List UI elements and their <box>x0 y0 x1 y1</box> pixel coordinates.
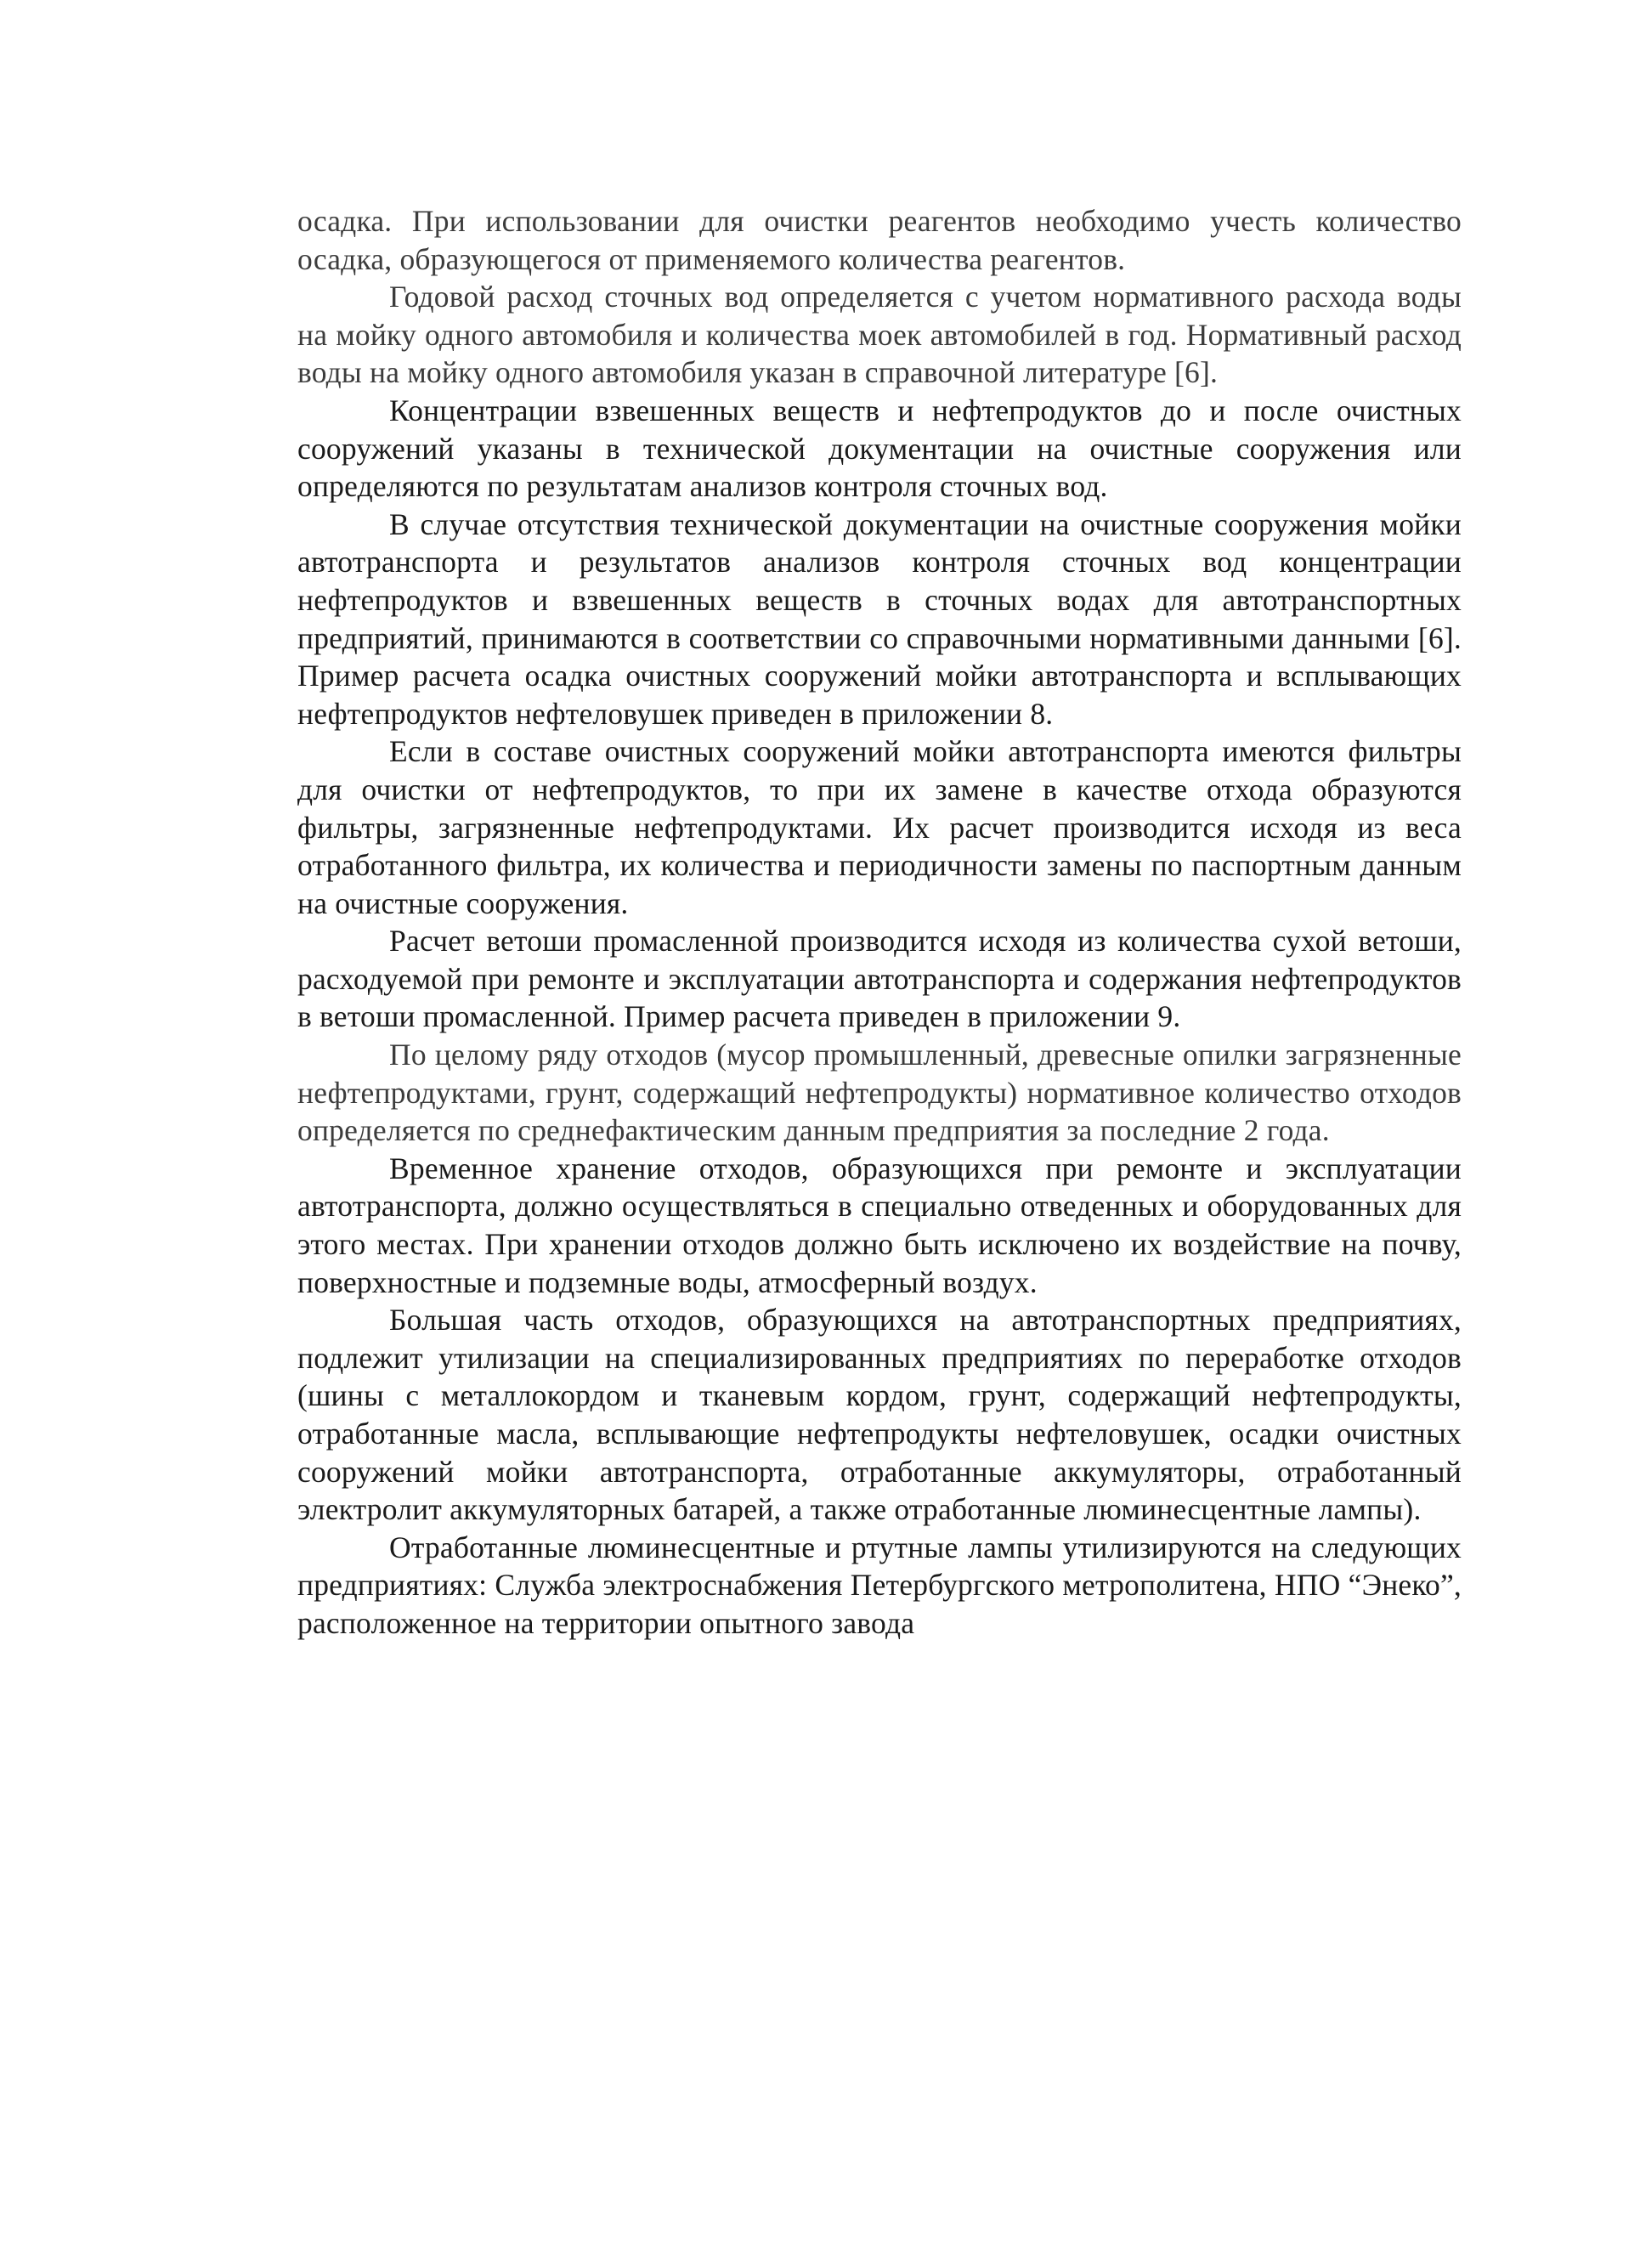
document-body <box>297 202 1462 1643</box>
paragraph-oily-rags: Расчет ветоши промасленной производится исходя из количества сухой ветоши, расходуемой при ремонте и эксплуатации автотранспорта и содержания нефтепродуктов в ветоши промасленной. Пример расчета приведен в приложении 9. <box>297 924 1462 1034</box>
paragraph-no-documentation: В случае отсутствия технической документации на очистные сооружения мойки автотранспорта и результатов анализов контроля сточных вод концентрации нефтепродуктов и взвешенных веществ в сточных водах для автотранспортных предприятий, принимаются в соответствии со справочными нормативными данными [6]. Пример расчета осадка очистных сооружений мойки автотранспорта и всплывающих нефтепродуктов нефтеловушек приведен в приложении 8. <box>297 506 1462 731</box>
paragraph-sludge-reagents: осадка. При использовании для очистки реагентов необходимо учесть количество осадка, образующегося от применяемого количества реагентов. <box>297 204 1462 276</box>
paragraph-annual-wastewater: Годовой расход сточных вод определяется с учетом нормативного расхода воды на мойку одного автомобиля и количества моек автомобилей в год. Нормативный расход воды на мойку одного автомобиля указан в справочной литературе [6]. <box>297 280 1462 390</box>
paragraph-filters: Если в составе очистных сооружений мойки автотранспорта имеются фильтры для очистки от нефтепродуктов, то при их замене в качестве отхода образуются фильтры, загрязненные нефтепродуктами. Их расчет производится исходя из веса отработанного фильтра, их количества и периодичности замены по паспортным данным на очистные сооружения. <box>297 734 1462 920</box>
paragraph-recycling: Большая часть отходов, образующихся на автотранспортных предприятиях, подлежит утилизации на специализированных предприятиях по переработке отходов (шины с металлокордом и тканевым кордом, грунт, содержащий нефтепродукты, отработанные масла, всплывающие нефтепродукты нефтеловушек, осадки очистных сооружений мойки автотранспорта, отработанные аккумуляторы, отработанный электролит аккумуляторных батарей, а также отработанные люминесцентные лампы). <box>297 1303 1462 1527</box>
paragraph-average-data: По целому ряду отходов (мусор промышленный, древесные опилки загрязненные нефтепродуктами, грунт, содержащий нефтепродукты) нормативное количество отходов определяется по среднефактическим данным предприятия за последние 2 года. <box>297 1038 1462 1148</box>
paragraph-temporary-storage: Временное хранение отходов, образующихся при ремонте и эксплуатации автотранспорта, должно осуществляться в специально отведенных и оборудованных для этого местах. При хранении отходов должно быть исключено их воздействие на почву, поверхностные и подземные воды, атмосферный воздух. <box>297 1151 1462 1299</box>
paragraph-concentrations: Концентрации взвешенных веществ и нефтепродуктов до и после очистных сооружений указаны в технической документации на очистные сооружения или определяются по результатам анализов контроля сточных вод. <box>297 393 1462 504</box>
paragraph-lamps-disposal: Отработанные люминесцентные и ртутные лампы утилизируются на следующих предприятиях: Служба электроснабжения Петербургского метрополитена, НПО “Энеко”, расположенное на территории опытного завода <box>297 1530 1462 1640</box>
